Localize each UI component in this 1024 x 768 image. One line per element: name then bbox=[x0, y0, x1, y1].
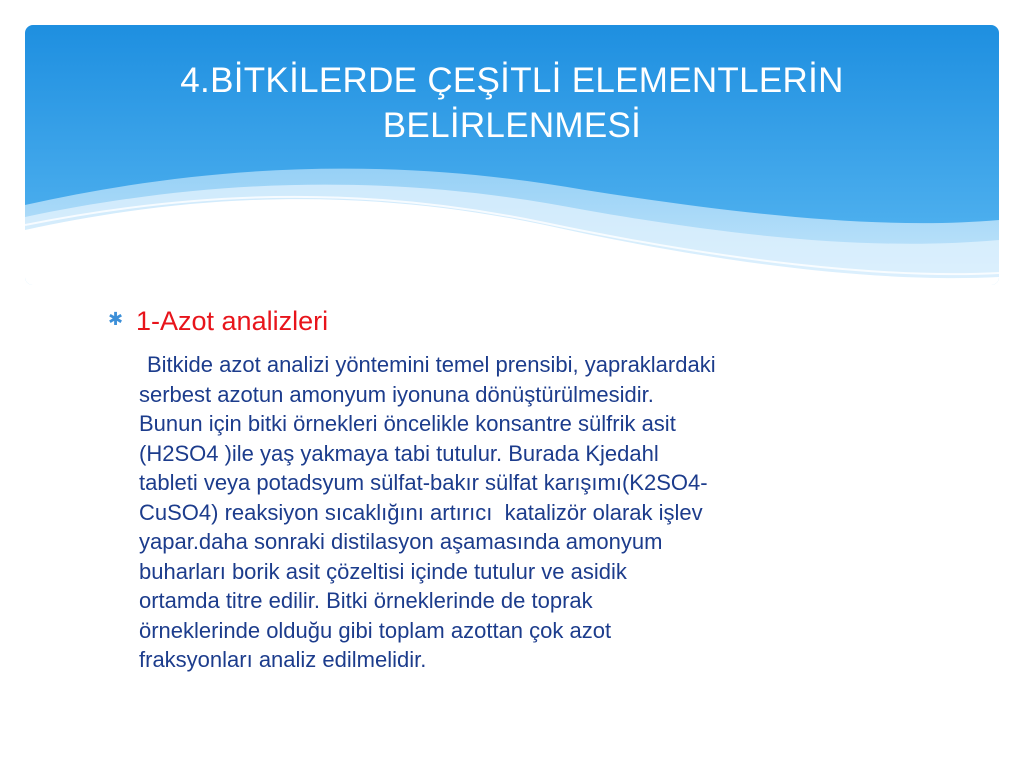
paragraph-line: (H2SO4 )ile yaş yakmaya tabi tutulur. Burada Kjedahl bbox=[139, 440, 659, 466]
paragraph-line: buharları borik asit çözeltisi içinde tutulur ve asidik bbox=[139, 558, 627, 584]
paragraph-line: tableti veya potadsyum sülfat-bakır sülfat karışımı(K2SO4- bbox=[139, 470, 708, 495]
slide-title-line-1: 4.BİTKİLERDE ÇEŞİTLİ ELEMENTLERİN bbox=[180, 61, 844, 100]
bullet-label: 1-Azot analizleri bbox=[136, 306, 329, 336]
bullet-item bbox=[108, 304, 918, 338]
paragraph-line: Bitkide azot analizi yöntemini temel prensibi, yapraklardaki bbox=[147, 352, 716, 377]
paragraph-line: ortamda titre edilir. Bitki örneklerinde de toprak bbox=[139, 588, 593, 613]
asterisk-bullet-icon: ✱ bbox=[108, 309, 124, 330]
slide-content bbox=[108, 304, 918, 675]
paragraph-line: Bunun için bitki örnekleri öncelikle konsantre sülfrik asit bbox=[139, 411, 676, 436]
body-paragraph bbox=[139, 350, 914, 675]
paragraph-line: yapar.daha sonraki distilasyon aşamasında amonyum bbox=[139, 529, 663, 554]
paragraph-line: serbest azotun amonyum iyonuna dönüştürülmesidir. bbox=[139, 381, 654, 407]
slide-title-line-2: BELİRLENMESİ bbox=[382, 106, 642, 145]
slide-title bbox=[25, 58, 999, 148]
paragraph-line: CuSO4) reaksiyon sıcaklığını artırıcı katalizör olarak işlev bbox=[139, 499, 703, 525]
paragraph-line: fraksyonları analiz edilmelidir. bbox=[139, 647, 427, 672]
paragraph-line: örneklerinde olduğu gibi toplam azottan çok azot bbox=[139, 617, 612, 643]
